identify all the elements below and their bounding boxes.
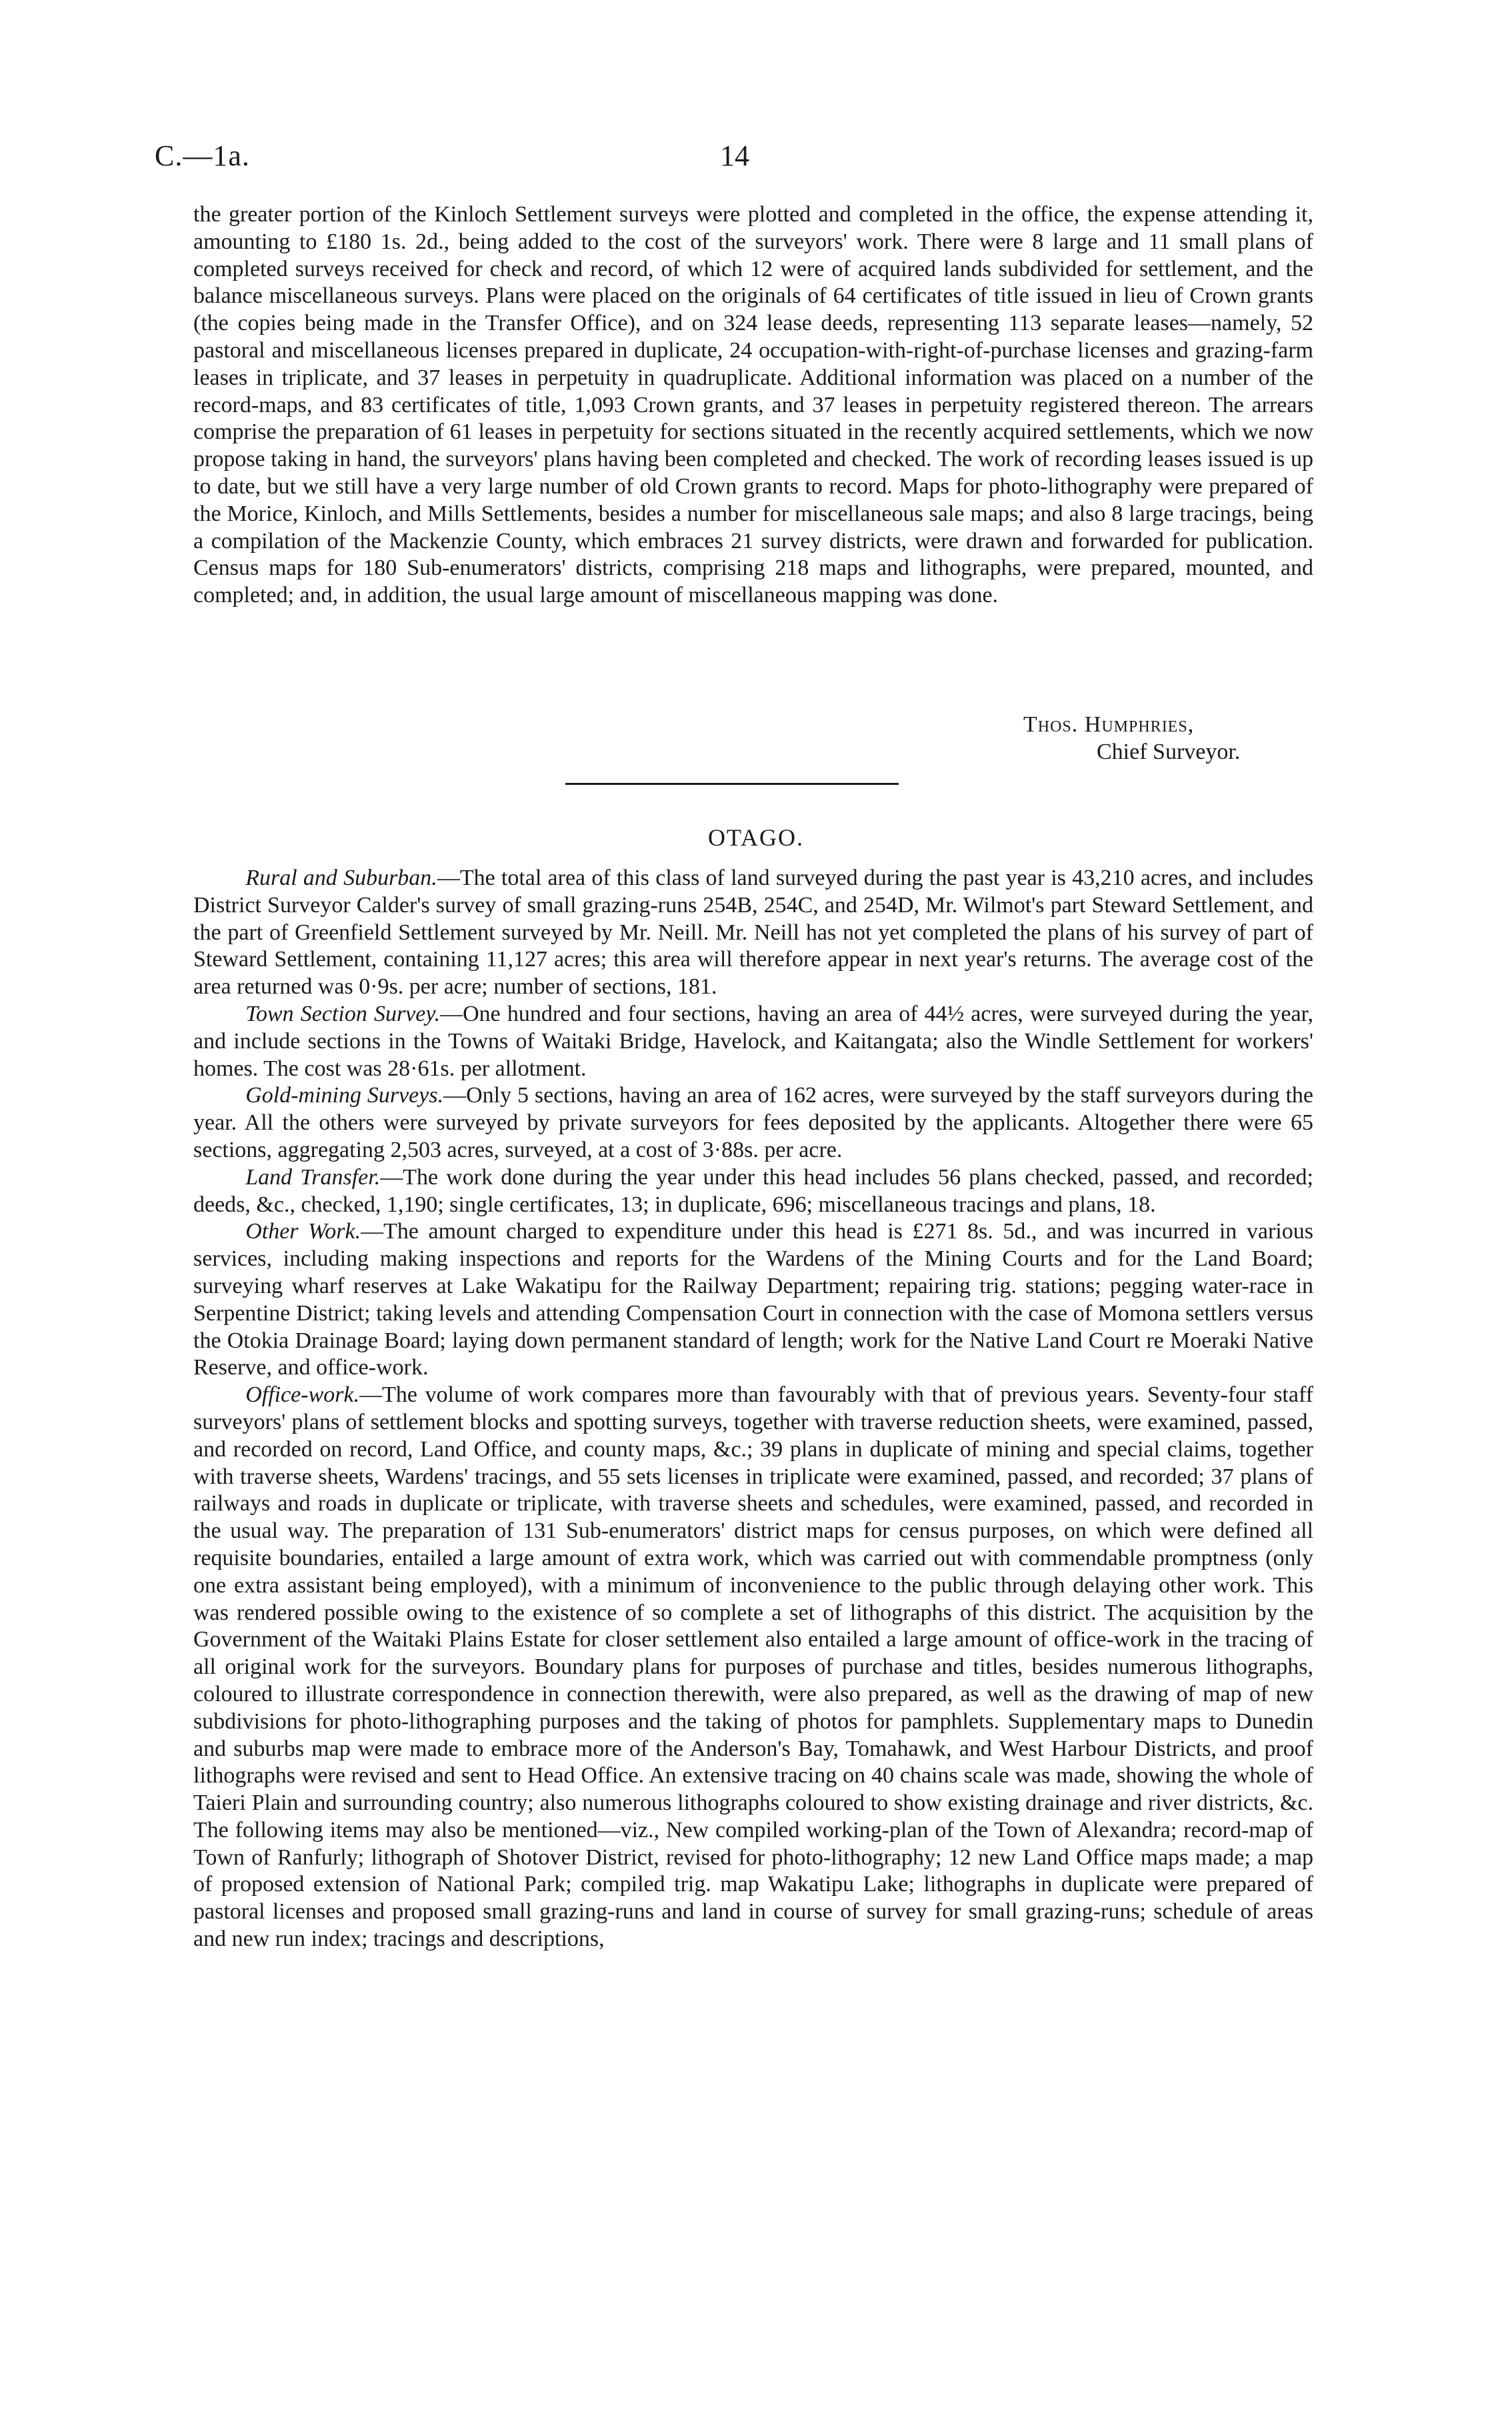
paragraph-other-work (193, 1218, 1313, 1382)
section-heading: OTAGO. (707, 824, 805, 851)
paragraph-text: —The volume of work compares more than favourably with that of previous years. Seventy-four staff surveyors' plans of settlement blocks and spotting surveys, together with traverse reduction sheets, were examined, passed, and recorded on record, Land Office, and county maps, &c.; 39 plans in duplicate of mining and special claims, together with traverse sheets, Wardens' tracings, and 55 sets licenses in triplicate were examined, passed, and recorded; 37 plans of railways and roads in duplicate or triplicate, with traverse sheets and schedules, were examined, passed, and recorded in the usual way. The preparation of 131 Sub-enumerators' district maps for census purposes, on which were defined all requisite boundaries, entailed a large amount of extra work, which was carried out with commendable promptness (only one extra assistant being employed), with a minimum of inconvenience to the public through delaying other work. This was rendered possible owing to the existence of so complete a set of lithographs of this district. The acquisition by the Government of the Waitaki Plains Estate for closer settlement also entailed a large amount of office-work in the tracing of all original work for the surveyors. Boundary plans for purposes of purchase and titles, besides numerous lithographs, coloured to illustrate correspondence in connection therewith, were also prepared, as well as the drawing of map of new subdivisions for photo-lithographing purposes and the taking of photos for pamphlets. Supplementary maps to Dunedin and suburbs map were made to embrace more of the Anderson's Bay, Tomahawk, and West Harbour Districts, and proof lithographs were revised and sent to Head Office. An extensive tracing on 40 chains scale was made, showing the whole of Taieri Plain and surrounding country; also numerous lithographs coloured to show existing drainage and river districts, &c. The following items may also be mentioned—viz., New compiled working-plan of the Town of Alexandra; record-map of Town of Ranfurly; lithograph of Shotover District, revised for photo-lithography; 12 new Land Office maps made; a map of proposed extension of National Park; compiled trig. map Wakatipu Lake; lithographs in duplicate were prepared of pastoral licenses and proposed small grazing-runs and land in course of survey for small grazing-runs; schedule of areas and new run index; tracings and descriptions, (193, 1382, 1313, 1952)
paragraph-heading: Office-work. (245, 1382, 360, 1408)
paragraph-town-section-survey (193, 1001, 1313, 1082)
continuation-paragraph: the greater portion of the Kinloch Settlement surveys were plotted and completed in the office, the expense attending it, amounting to £180 1s. 2d., being added to the cost of the surveyors' work. There were 8 large and 11 small plans of completed surveys received for check and record, of which 12 were of acquired lands subdivided for settlement, and the balance miscellaneous surveys. Plans were placed on the originals of 64 certificates of title issued in lieu of Crown grants (the copies being made in the Transfer Office), and on 324 lease deeds, representing 113 separate leases—namely, 52 pastoral and miscellaneous licenses prepared in duplicate, 24 occupation-with-right-of-purchase licenses and grazing-farm leases in triplicate, and 37 leases in perpetuity in quadruplicate. Additional information was placed on a number of the record-maps, and 83 certificates of title, 1,093 Crown grants, and 37 leases in perpetuity registered thereon. The arrears comprise the preparation of 61 leases in perpetuity for sections situated in the recently acquired settlements, which we now propose taking in hand, the surveyors' plans having been completed and checked. The work of recording leases issued is up to date, but we still have a very large number of old Crown grants to record. Maps for photo-lithography were prepared of the Morice, Kinloch, and Mills Settlements, besides a number for miscellaneous sale maps; and also 8 large tracings, being a compilation of the Mackenzie County, which embraces 21 survey districts, were drawn and forwarded for publication. Census maps for 180 Sub-enumerators' districts, comprising 218 maps and lithographs, were prepared, mounted, and completed; and, in addition, the usual large amount of miscellaneous mapping was done. (193, 202, 1313, 608)
paragraph-heading: Other Work. (245, 1219, 361, 1244)
paragraph-text: —Only 5 sections, having an area of 162 acres, were surveyed by the staff surveyors during the year. All the others were surveyed by private surveyors for fees deposited by the applicants. Altogether there were 65 sections, aggregating 2,503 acres, surveyed, at a cost of 3·88s. per acre. (193, 1083, 1313, 1162)
signatory-title: Chief Surveyor. (1097, 739, 1241, 764)
paragraph-rural-suburban (193, 865, 1313, 1001)
paragraph-office-work (193, 1382, 1313, 1953)
paragraph-gold-mining-surveys (193, 1082, 1313, 1164)
paragraph-heading: Rural and Suburban. (245, 866, 437, 890)
paragraph-text: —The total area of this class of land surveyed during the past year is 43,210 acres, and includes District Surveyor Calder's survey of small grazing-runs 254B, 254C, and 254D, Mr. Wilmot's part Steward Settlement, and the part of Greenfield Settlement surveyed by Mr. Neill. Mr. Neill has not yet completed the plans of his survey of part of Steward Settlement, containing 11,127 acres; this area will therefore appear in next year's returns. The average cost of the area returned was 0·9s. per acre; number of sections, 181. (193, 866, 1313, 1000)
paragraph-text: —The amount charged to expenditure under this head is £271 8s. 5d., and was incurred in various services, including making inspections and reports for the Wardens of the Mining Courts and for the Land Board; surveying wharf reserves at Lake Wakatipu for the Railway Department; repairing trig. stations; pegging water-race in Serpentine District; taking levels and attending Compensation Court in connection with the case of Momona settlers versus the Otokia Drainage Board; laying down permanent standard of length; work for the Native Land Court re Moeraki Native Reserve, and office-work. (193, 1219, 1313, 1380)
signature-block (1023, 712, 1240, 766)
section-divider (565, 783, 899, 785)
page-number: 14 (720, 139, 749, 172)
paragraph-land-transfer (193, 1164, 1313, 1219)
paragraph-text: —One hundred and four sections, having an area of 44½ acres, were surveyed during the year, and include sections in the Towns of Waitaki Bridge, Havelock, and Kaitangata; also the Windle Settlement for workers' homes. The cost was 28·61s. per allotment. (193, 1001, 1313, 1081)
page-reference: C.—1a. (155, 139, 250, 172)
paragraph-text: —The work done during the year under this head includes 56 plans checked, passed, and recorded; deeds, &c., checked, 1,190; single certificates, 13; in duplicate, 696; miscellaneous tracings and plans, 18. (193, 1164, 1313, 1217)
paragraph-heading: Town Section Survey. (245, 1001, 441, 1026)
otago-section-body (193, 865, 1313, 1953)
signatory-name: Thos. Humphries, (1023, 712, 1195, 737)
continuation-text-block (193, 201, 1313, 610)
paragraph-heading: Gold-mining Surveys. (245, 1083, 444, 1108)
paragraph-heading: Land Transfer. (245, 1164, 381, 1190)
